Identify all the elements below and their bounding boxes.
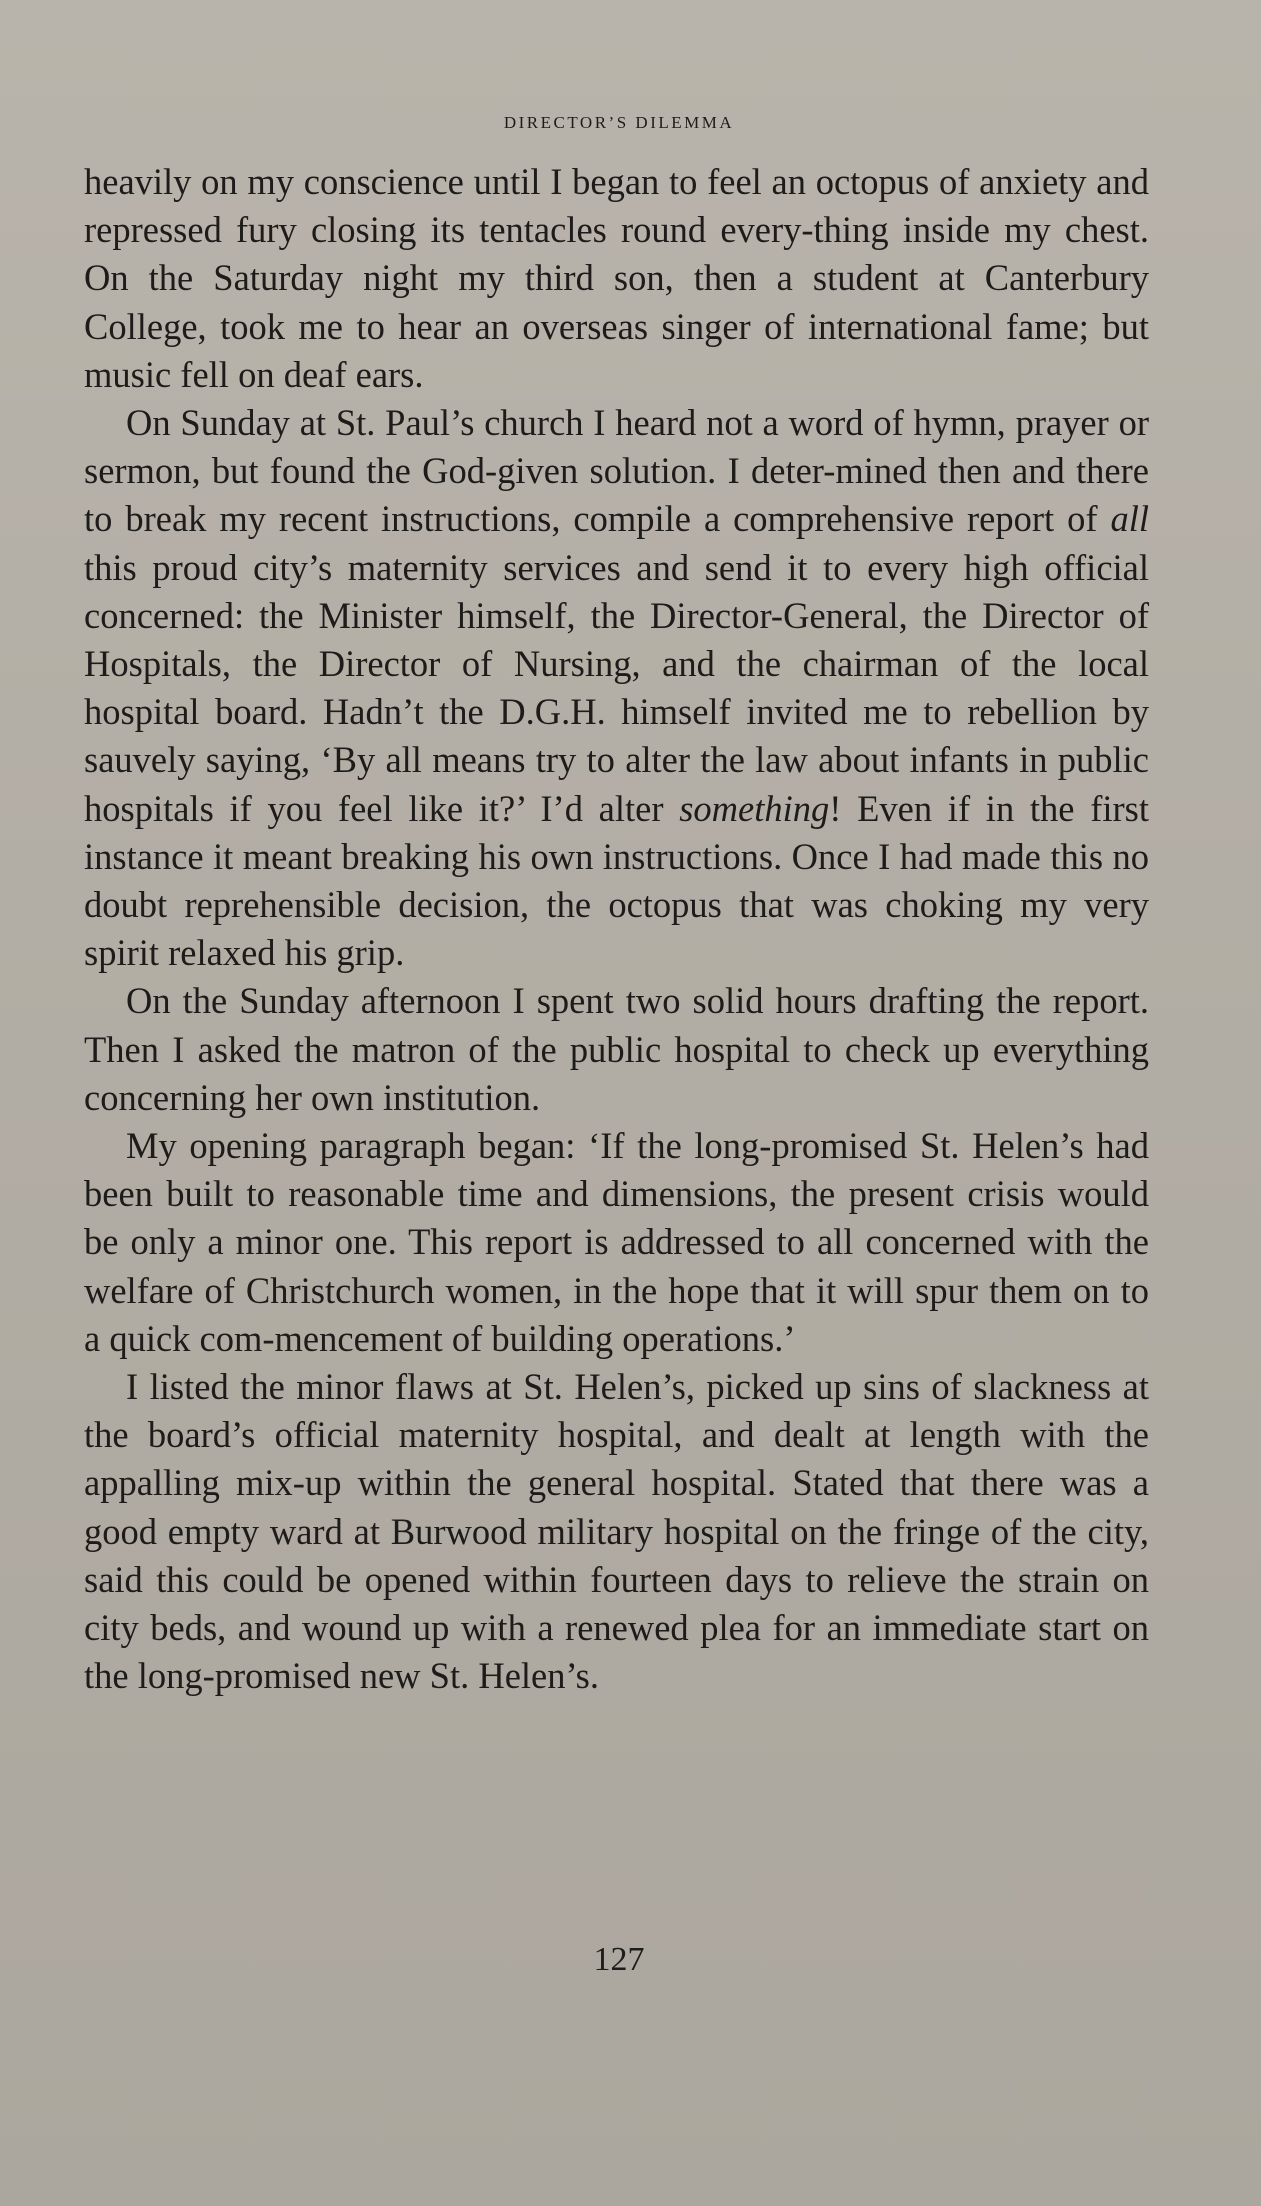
paragraph [84,158,1149,399]
text-run: heavily on my conscience until I began to feel an octopus of anxiety and repressed fury closing its tentacles round every-thing inside my chest. On the Saturday night my third son, then a student at Canterbury College, took me to hear an overseas singer of international fame; but music fell on deaf ears. [84,161,1149,395]
text-run: this proud city’s maternity services and send it to every high official concerned: the Minister himself, the Director-General, the Director of Hospitals, the Director of Nursing, and the chairman of the local hospital board. Hadn’t the D.G.H. himself invited me to rebellion by sauvely saying, ‘By all means try to alter the law about infants in public hospitals if you feel like it?’ I’d alter [84,546,1149,829]
page-number: 127 [593,1941,645,1978]
body-text [84,158,1149,1701]
text-run: On the Sunday afternoon I spent two solid hours drafting the report. Then I asked the matron of the public hospital to check up everything concerning her own institution. [84,980,1149,1118]
text-run: On Sunday at St. Paul’s church I heard not a word of hymn, prayer or sermon, but found the God-given solution. I deter-mined then and there to break my recent instructions, compile a comprehensive report of [84,402,1149,540]
text-run: ! Even if in the first instance it meant breaking his own instructions. Once I had made this no doubt reprehensible decision, the octopus that was choking my very spirit relaxed his grip. [84,787,1149,974]
text-run: I listed the minor flaws at St. Helen’s, picked up sins of slackness at the board’s official maternity hospital, and dealt at length with the appalling mix-up within the general hospital. Stated that there was a good empty ward at Burwood military hospital on the fringe of the city, said this could be opened within fourteen days to relieve the strain on city beds, and wound up with a renewed plea for an immediate start on the long-promised new St. Helen’s. [84,1366,1149,1697]
paragraph [84,1363,1149,1700]
text-run: My opening paragraph began: ‘If the long-promised St. Helen’s had been built to reasonable time and dimensions, the present crisis would be only a minor one. This report is addressed to all concerned with the welfare of Christchurch women, in the hope that it will spur them on to a quick com-mencement of building operations.’ [84,1125,1149,1359]
paragraph [84,399,1149,977]
italic-text: all [1110,498,1149,540]
paragraph [84,1122,1149,1363]
running-head: director’s dilemma [503,108,735,134]
paragraph [84,977,1149,1122]
italic-text: something [679,787,830,829]
